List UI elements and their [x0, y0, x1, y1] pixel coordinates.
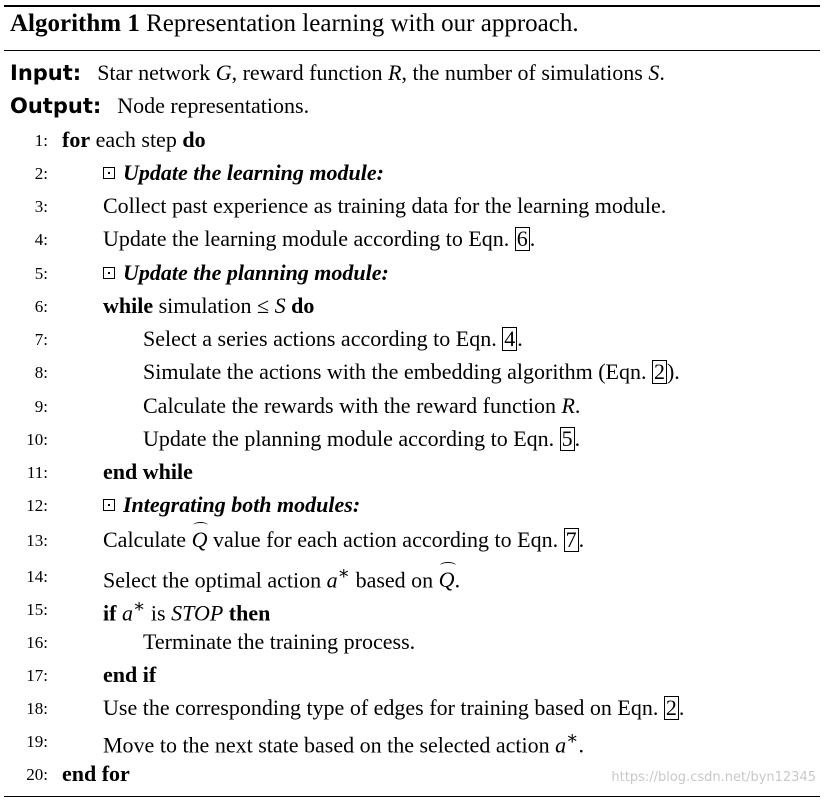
comment-box-icon	[103, 499, 115, 511]
math-s: S	[274, 293, 286, 318]
equation-ref-link[interactable]: 2	[653, 359, 665, 384]
caption-rule	[4, 50, 820, 51]
comment-text: Update the planning module:	[123, 260, 389, 285]
math-a: a	[121, 600, 133, 626]
line-number: 16:	[26, 633, 48, 652]
equation-ref-link[interactable]: 7	[565, 527, 577, 552]
line-text: Calculate	[103, 527, 192, 552]
comment-box-icon	[103, 267, 115, 279]
math-star: ∗	[566, 728, 579, 748]
math-q-hat: Q	[438, 567, 455, 593]
equation-ref-link[interactable]: 6	[516, 226, 528, 251]
math-a: a	[555, 732, 567, 758]
line-text: .	[678, 695, 685, 720]
line-number: 12:	[26, 496, 48, 515]
line-number: 10:	[26, 430, 48, 449]
math-s: S	[648, 60, 660, 85]
line-text: each step	[90, 127, 183, 152]
line-text: .	[578, 732, 585, 758]
input-label: Input:	[10, 61, 82, 85]
line-text: Simulate the actions with the embedding algorithm (Eqn.	[143, 359, 652, 384]
keyword: do	[291, 293, 315, 318]
watermark: https://blog.csdn.net/byn12345	[611, 770, 816, 785]
output-line	[10, 93, 309, 119]
line-number: 13:	[26, 531, 48, 550]
keyword: then	[228, 600, 271, 626]
line-text: is	[145, 600, 172, 626]
line-number: 20:	[26, 765, 48, 784]
comment-box-icon	[103, 167, 115, 179]
math-r: R	[561, 393, 575, 418]
output-text: Node representations.	[117, 93, 310, 118]
line-number: 8:	[34, 363, 48, 382]
line-number: 14:	[26, 567, 48, 586]
input-text: , reward function	[231, 60, 388, 85]
line-text: Select a series actions according to Eqn.	[143, 326, 503, 351]
line-number: 18:	[26, 699, 48, 718]
line-text: Select the optimal action	[103, 567, 327, 593]
output-label: Output:	[10, 94, 102, 118]
line-text: based on	[350, 567, 439, 593]
caption-label: Algorithm 1	[10, 10, 140, 37]
equation-ref-link[interactable]: 4	[504, 326, 516, 351]
keyword: end for	[62, 761, 130, 786]
line-text: Update the learning module according to Eqn.	[103, 226, 515, 251]
math-stop: STOP	[171, 600, 224, 626]
line-number: 17:	[26, 666, 48, 685]
line-text: Collect past experience as training data for the learning module.	[103, 193, 667, 218]
line-number: 15:	[26, 600, 48, 619]
line-number: 19:	[26, 732, 48, 751]
line-number: 6:	[34, 297, 48, 316]
math-star: ∗	[337, 563, 351, 583]
line-number: 4:	[34, 230, 48, 249]
line-text: Calculate the rewards with the reward function	[143, 393, 562, 418]
bottom-rule	[4, 796, 820, 797]
line-text: Terminate the training process.	[143, 629, 416, 654]
keyword: if	[103, 600, 117, 626]
comment-text: Update the learning module:	[123, 160, 384, 185]
math-a: a	[326, 567, 338, 593]
algorithm-caption	[10, 10, 579, 38]
line-text: .	[578, 527, 585, 552]
math-g: G	[215, 60, 232, 85]
line-text: Move to the next state based on the selected action	[103, 732, 556, 758]
input-text: .	[659, 60, 665, 85]
keyword: end while	[103, 459, 193, 484]
line-number: 7:	[34, 330, 48, 349]
comment-text: Integrating both modules:	[123, 492, 361, 517]
line-text: Use the corresponding type of edges for training based on Eqn.	[103, 695, 664, 720]
line-text: .	[574, 393, 581, 418]
line-number: 2:	[34, 164, 48, 183]
keyword: end if	[103, 662, 157, 687]
input-text: , the number of simulations	[401, 60, 649, 85]
line-number: 1:	[34, 131, 48, 150]
input-line	[10, 60, 665, 86]
line-text: .	[529, 226, 536, 251]
caption-text: Representation learning with our approach.	[146, 10, 579, 37]
equation-ref-link[interactable]: 2	[665, 695, 677, 720]
line-number: 11:	[26, 463, 48, 482]
equation-ref-link[interactable]: 5	[561, 426, 573, 451]
line-number: 5:	[34, 264, 48, 283]
line-text: ).	[666, 359, 680, 384]
keyword: do	[182, 127, 206, 152]
line-number: 9:	[34, 397, 48, 416]
math-r: R	[388, 60, 402, 85]
keyword: for	[62, 127, 91, 152]
input-text: Star network	[97, 60, 216, 85]
keyword: while	[103, 293, 154, 318]
line-number: 3:	[34, 197, 48, 216]
line-text: Update the planning module according to Eqn.	[143, 426, 560, 451]
line-text: .	[454, 567, 461, 593]
math-q-hat: Q	[191, 527, 208, 552]
top-rule	[4, 5, 820, 7]
line-text: .	[517, 326, 523, 351]
line-text: simulation ≤	[153, 293, 275, 318]
math-star: ∗	[132, 596, 146, 616]
line-text: .	[574, 426, 581, 451]
line-text: value for each action according to Eqn.	[207, 527, 564, 552]
